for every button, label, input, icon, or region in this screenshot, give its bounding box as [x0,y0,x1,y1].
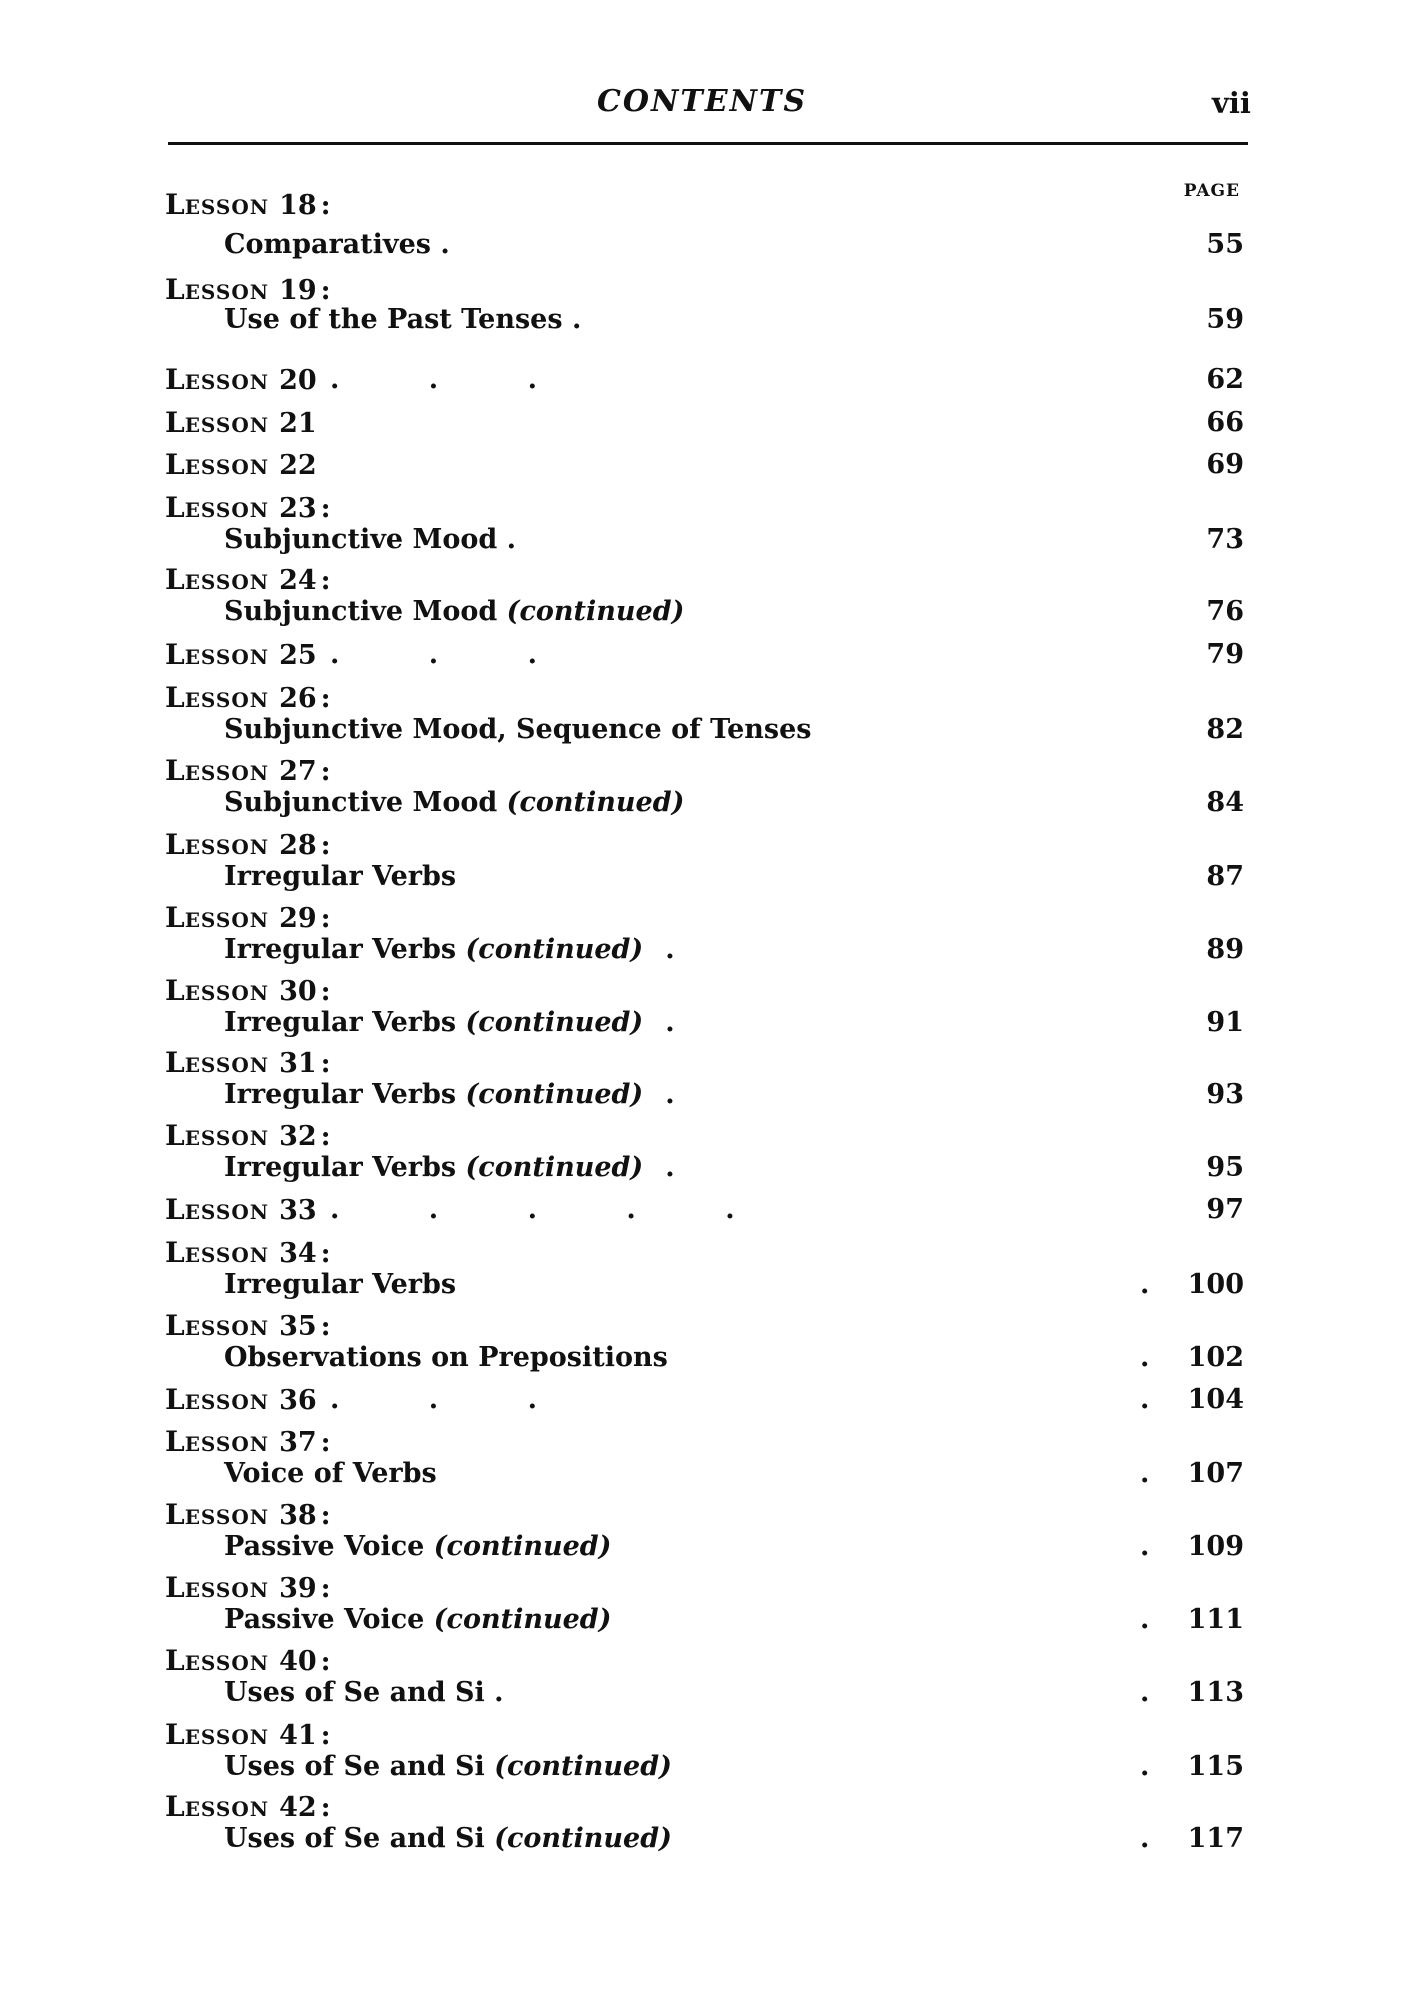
trail-dot: . [665,1007,675,1038]
lesson-number: 38 [279,1500,317,1531]
lesson-label: LESSON 34 : [165,1236,331,1269]
leader-dot: . [1140,1458,1150,1489]
page-title: CONTENTS [596,84,808,119]
lesson-number: 22 [279,450,317,481]
lesson-number: 30 [279,976,317,1007]
lesson-number: 37 [279,1427,317,1458]
lesson-label: LESSON 36 [165,1383,317,1416]
lesson-label: LESSON 21 [165,406,317,439]
lesson-number: 29 [279,903,317,934]
page-reference: 76 [1206,596,1244,627]
trail-dot: . [665,934,675,965]
lesson-number: 27 [279,756,317,787]
leader-dots: . . . [330,1384,577,1415]
page-reference: 87 [1206,861,1244,892]
page-reference: 89 [1206,934,1244,965]
lesson-label: LESSON 42 : [165,1790,331,1823]
leader-dots: . . . . . [330,1194,775,1225]
page-reference: 55 [1206,229,1244,260]
lesson-subject: Use of the Past Tenses . [224,304,582,335]
lesson-label: LESSON 22 [165,448,317,481]
leader-dot: . [1140,1384,1150,1415]
lesson-number: 25 [279,640,317,671]
lesson-label: LESSON 24 : [165,563,331,596]
lesson-subject: Comparatives . [224,229,450,260]
page-reference: 82 [1206,714,1244,745]
lesson-number: 23 [279,493,317,524]
page-reference: 73 [1206,524,1244,555]
leader-dot: . [1140,1823,1150,1854]
leader-dot: . [1140,1342,1150,1373]
page-reference: 62 [1206,364,1244,395]
lesson-subject: Subjunctive Mood, Sequence of Tenses [224,714,812,745]
page-reference: 100 [1187,1269,1244,1300]
continued-note: (continued) [494,1751,672,1782]
leader-dot: . [1140,1531,1150,1562]
lesson-subject: Irregular Verbs (continued) . [224,934,675,965]
lesson-number: 32 [279,1121,317,1152]
lesson-number: 41 [279,1720,317,1751]
lesson-label: LESSON 25 [165,638,317,671]
page-number: vii [1212,86,1251,120]
lesson-subject: Irregular Verbs (continued) . [224,1152,675,1183]
continued-note: (continued) [433,1531,612,1562]
lesson-number: 39 [279,1573,317,1604]
page-reference: 117 [1187,1823,1244,1854]
lesson-subject: Subjunctive Mood (continued) [224,596,685,627]
leader-dot: . [1140,1751,1150,1782]
page-reference: 66 [1206,407,1244,438]
lesson-label: LESSON 28 : [165,828,331,861]
lesson-subject: Observations on Prepositions [224,1342,668,1373]
page-reference: 111 [1187,1604,1244,1635]
lesson-label: LESSON 37 : [165,1425,331,1458]
lesson-subject: Irregular Verbs (continued) . [224,1079,675,1110]
lesson-label: LESSON 39 : [165,1571,331,1604]
continued-note: (continued) [506,787,685,818]
lesson-label: LESSON 20 [165,363,317,396]
lesson-number: 34 [279,1238,317,1269]
lesson-label: LESSON 31 : [165,1046,331,1079]
lesson-label: LESSON 35 : [165,1309,331,1342]
lesson-label: LESSON 38 : [165,1498,331,1531]
page-reference: 91 [1206,1007,1244,1038]
leader-dot: . [1140,1269,1150,1300]
page-reference: 69 [1206,449,1244,480]
page-reference: 104 [1187,1384,1244,1415]
lesson-label: LESSON 18 : [165,188,331,221]
lesson-label: LESSON 40 : [165,1644,331,1677]
lesson-subject: Uses of Se and Si (continued) [224,1823,672,1854]
page-reference: 93 [1206,1079,1244,1110]
continued-note: (continued) [465,934,644,965]
lesson-number: 36 [279,1385,317,1416]
page-reference: 97 [1206,1194,1244,1225]
lesson-subject: Uses of Se and Si (continued) [224,1751,672,1782]
continued-note: (continued) [465,1152,644,1183]
lesson-label: LESSON 30 : [165,974,331,1007]
page-reference: 84 [1206,787,1244,818]
lesson-subject: Irregular Verbs [224,861,457,892]
continued-note: (continued) [494,1823,672,1854]
trail-dot: . [665,1079,675,1110]
lesson-number: 24 [279,565,317,596]
leader-dot: . [1140,1604,1150,1635]
continued-note: (continued) [465,1079,644,1110]
lesson-number: 35 [279,1311,317,1342]
lesson-number: 31 [279,1048,317,1079]
page-reference: 79 [1206,639,1244,670]
lesson-number: 19 [279,275,317,306]
lesson-label: LESSON 27 : [165,754,331,787]
lesson-subject: Subjunctive Mood (continued) [224,787,685,818]
lesson-number: 28 [279,830,317,861]
lesson-subject: Uses of Se and Si . [224,1677,504,1708]
page-reference: 115 [1187,1751,1244,1782]
lesson-number: 33 [279,1195,317,1226]
lesson-subject: Irregular Verbs (continued) . [224,1007,675,1038]
lesson-number: 42 [279,1792,317,1823]
lesson-number: 26 [279,683,317,714]
lesson-label: LESSON 19 : [165,273,331,306]
lesson-subject: Subjunctive Mood . [224,524,517,555]
lesson-label: LESSON 23 : [165,491,331,524]
leader-dots: . . . [330,639,577,670]
leader-dots: . . . [330,364,577,395]
lesson-label: LESSON 33 [165,1193,317,1226]
lesson-subject: Irregular Verbs [224,1269,457,1300]
lesson-label: LESSON 29 : [165,901,331,934]
continued-note: (continued) [433,1604,612,1635]
lesson-label: LESSON 32 : [165,1119,331,1152]
lesson-subject: Voice of Verbs [224,1458,437,1489]
lesson-number: 40 [279,1646,317,1677]
lesson-label: LESSON 41 : [165,1718,331,1751]
continued-note: (continued) [465,1007,644,1038]
lesson-number: 18 [279,190,317,221]
page-reference: 113 [1187,1677,1244,1708]
page-column-label: PAGE [1183,181,1240,201]
lesson-number: 21 [279,408,317,439]
lesson-number: 20 [279,365,317,396]
leader-dot: . [1140,1677,1150,1708]
trail-dot: . [665,1152,675,1183]
lesson-label: LESSON 26 : [165,681,331,714]
continued-note: (continued) [506,596,685,627]
lesson-subject: Passive Voice (continued) [224,1604,612,1635]
page-reference: 59 [1206,304,1244,335]
page-reference: 95 [1206,1152,1244,1183]
page-reference: 109 [1187,1531,1244,1562]
page-reference: 107 [1187,1458,1244,1489]
page-reference: 102 [1187,1342,1244,1373]
lesson-subject: Passive Voice (continued) [224,1531,612,1562]
